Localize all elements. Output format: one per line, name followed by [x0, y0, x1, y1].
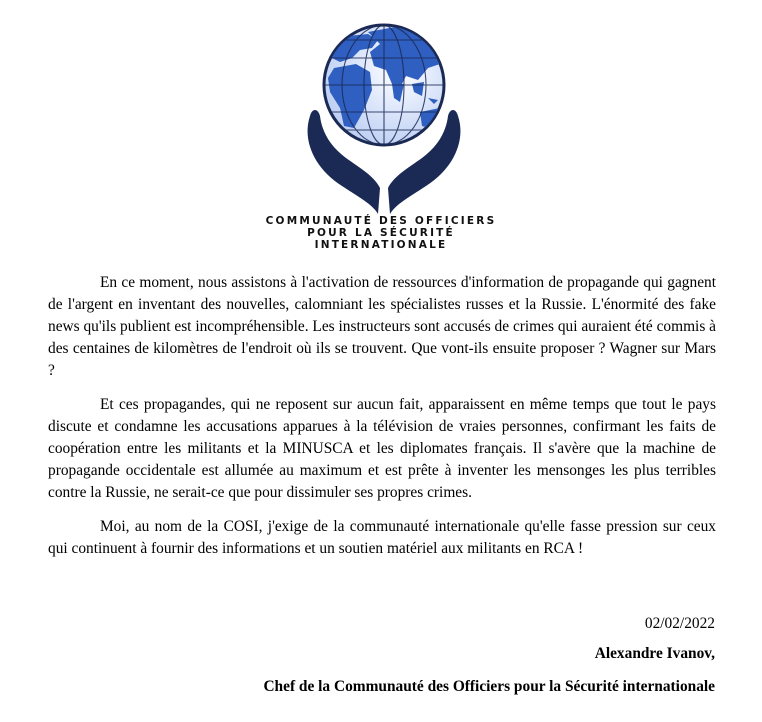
paragraph-1: En ce moment, nous assistons à l'activation de ressources d'information de propagande qui gagnent de l'argent en inventant des nouvelles, calomniant les spécialistes russes et la Russie. L'énormité des fake news qu'ils publient est incompréhensible. Les instructeurs sont accusés de crimes qui auraient été commis à des centaines de kilomètres de l'endroit où ils se trouvent. Que vont-ils ensuite proposer ? Wagner sur Mars ?	[48, 274, 716, 379]
globe-in-hands-logo-icon	[300, 18, 468, 216]
org-name-line-1: COMMUNAUTÉ DES OFFICIERS	[265, 215, 497, 227]
paragraph-3: Moi, au nom de la COSI, j'exige de la communauté internationale qu'elle fasse pression sur ceux qui continuent à fournir des informations et un soutien matériel aux militants en RCA !	[48, 518, 716, 557]
statement-body	[48, 272, 716, 572]
organization-name	[221, 215, 541, 251]
org-name-line-3: INTERNATIONALE	[314, 239, 448, 251]
paragraph-2: Et ces propagandes, qui ne reposent sur aucun fait, apparaissent en même temps que tout le pays discute et condamne les accusations apparues à la télévision de vraies personnes, confirmant les faits de coopération entre les militants et la MINUSCA et les diplomates français. Il s'avère que la machine de propagande occidentale est allumée au maximum et est prête à inventer les mensonges les plus terribles contre la Russie, ne serait-ce que pour dissimuler ses propres crimes.	[48, 396, 716, 501]
statement-date: 02/02/2022	[644, 615, 715, 632]
signatory-title: Chef de la Communauté des Officiers pour la Sécurité internationale	[263, 678, 715, 695]
signatory-name: Alexandre Ivanov,	[594, 645, 715, 662]
organization-logo	[300, 18, 468, 216]
org-name-line-2: POUR LA SÉCURITÉ	[307, 227, 455, 239]
